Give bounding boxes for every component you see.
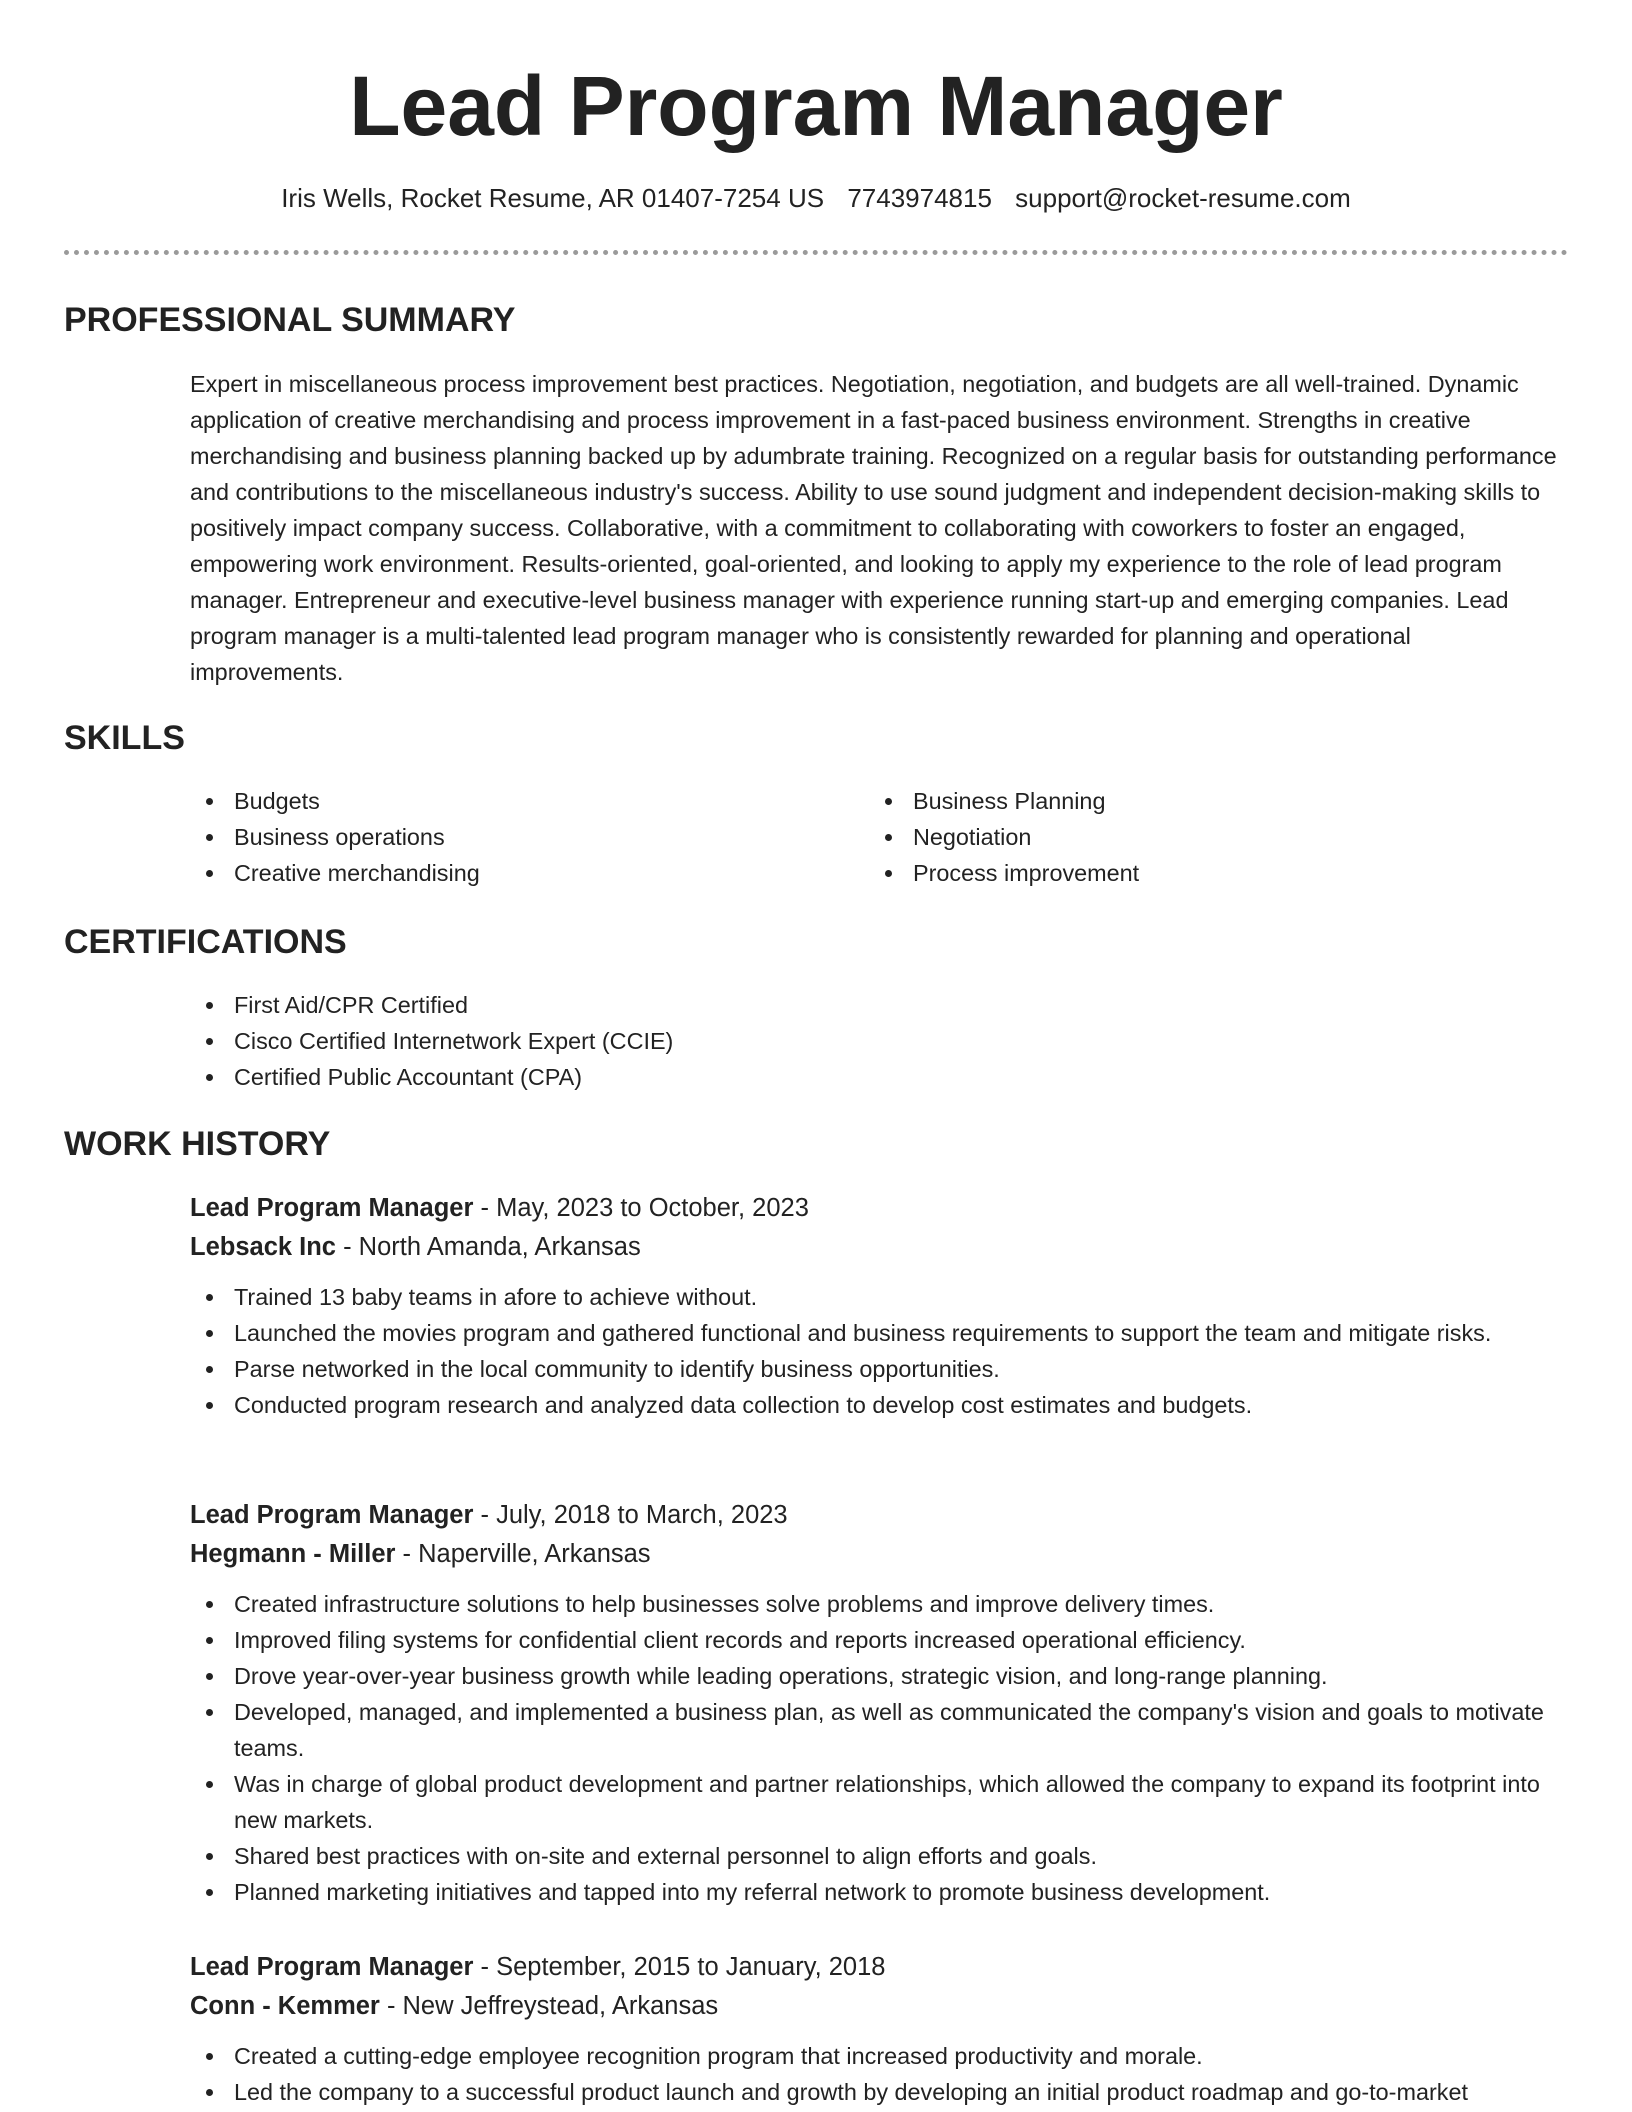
skills-list-left: [190, 783, 790, 891]
job-title-line: [190, 1189, 1570, 1228]
job-title: Lead Program Manager: [190, 1953, 474, 1981]
job-bullet: Drove year-over-year business growth while leading operations, strategic vision, and long-range planning.: [190, 1658, 1570, 1694]
certifications-heading: CERTIFICATIONS: [64, 923, 347, 961]
contact-address: Iris Wells, Rocket Resume, AR 01407-7254 US: [281, 183, 825, 213]
job-bullet: Trained 13 baby teams in afore to achieve without.: [190, 1279, 1570, 1315]
job-company: Hegmann - Miller: [190, 1540, 396, 1568]
job-title-line: [190, 1948, 1570, 1987]
job-bullet: Shared best practices with on-site and external personnel to align efforts and goals.: [190, 1838, 1570, 1874]
job-bullet: Launched the movies program and gathered functional and business requirements to support the team and mitigate risks.: [190, 1315, 1570, 1351]
skill-item: Business Planning: [869, 783, 1469, 819]
job-bullet: Planned marketing initiatives and tapped into my referral network to promote business development.: [190, 1874, 1570, 1910]
skill-item: Budgets: [190, 783, 790, 819]
job-dates: - May, 2023 to October, 2023: [473, 1194, 809, 1222]
job-bullet: Improved filing systems for confidential client records and reports increased operational efficiency.: [190, 1622, 1570, 1658]
summary-text: Expert in miscellaneous process improvement best practices. Negotiation, negotiation, and budgets are all well-trained. Dynamic application of creative merchandising and process improvement in a fast-paced business environment. Strengths in creative merchandising and business planning backed up by adumbrate training. Recognized on a regular basis for outstanding performance and contributions to the miscellaneous industry's success. Ability to use sound judgment and independent decision-making skills to positively impact company success. Collaborative, with a commitment to collaborating with coworkers to foster an engaged, empowering work environment. Results-oriented, goal-oriented, and looking to apply my experience to the role of lead program manager. Entrepreneur and executive-level business manager with experience running start-up and emerging companies. Lead program manager is a multi-talented lead program manager who is consistently rewarded for planning and operational improvements.: [190, 371, 1557, 685]
job-location: - Naperville, Arkansas: [395, 1540, 651, 1568]
job-bullets: [190, 1279, 1570, 1423]
job-company-line: [190, 1228, 1570, 1267]
resume-name: Lead Program Manager: [349, 59, 1283, 153]
job-title: Lead Program Manager: [190, 1501, 474, 1529]
job-company: Lebsack Inc: [190, 1233, 336, 1261]
skill-item: Process improvement: [869, 855, 1469, 891]
job-bullets: [190, 2038, 1570, 2110]
job-bullet: Parse networked in the local community to identify business opportunities.: [190, 1351, 1570, 1387]
certifications-list: [190, 987, 1570, 1095]
job-company-line: [190, 1987, 1570, 2026]
job-bullet: Conducted program research and analyzed data collection to develop cost estimates and budgets.: [190, 1387, 1570, 1423]
job-company: Conn - Kemmer: [190, 1992, 380, 2020]
skill-item: Negotiation: [869, 819, 1469, 855]
certifications-block: [190, 987, 1570, 1095]
contact-phone: 7743974815: [847, 183, 992, 213]
job-entry: [190, 1189, 1570, 1423]
skills-column-right: [869, 783, 1469, 891]
job-location: - New Jeffreystead, Arkansas: [379, 1992, 719, 2020]
job-title-line: [190, 1496, 1570, 1535]
job-bullet: Developed, managed, and implemented a business plan, as well as communicated the company's vision and goals to motivate teams.: [190, 1694, 1570, 1766]
certification-item: Certified Public Accountant (CPA): [190, 1059, 1570, 1095]
job-dates: - September, 2015 to January, 2018: [473, 1953, 886, 1981]
job-dates: - July, 2018 to March, 2023: [473, 1501, 788, 1529]
certification-item: First Aid/CPR Certified: [190, 987, 1570, 1023]
work-history-heading: WORK HISTORY: [64, 1125, 331, 1163]
job-title: Lead Program Manager: [190, 1194, 474, 1222]
job-bullet: Created infrastructure solutions to help businesses solve problems and improve delivery times.: [190, 1586, 1570, 1622]
job-entry: [190, 1948, 1570, 2110]
skills-heading: SKILLS: [64, 719, 185, 757]
skill-item: Creative merchandising: [190, 855, 790, 891]
job-bullet: Created a cutting-edge employee recognition program that increased productivity and morale.: [190, 2038, 1570, 2074]
job-company-line: [190, 1535, 1570, 1574]
header-divider: [64, 250, 1568, 255]
job-bullet: Led the company to a successful product launch and growth by developing an initial product roadmap and go-to-market: [190, 2074, 1570, 2110]
job-bullet: Was in charge of global product development and partner relationships, which allowed the company to expand its footprint into new markets.: [190, 1766, 1570, 1838]
certification-item: Cisco Certified Internetwork Expert (CCIE): [190, 1023, 1570, 1059]
job-bullets: [190, 1586, 1570, 1910]
contact-info: [0, 180, 1632, 216]
job-location: - North Amanda, Arkansas: [336, 1233, 641, 1261]
skill-item: Business operations: [190, 819, 790, 855]
skills-column-left: [190, 783, 790, 891]
summary-heading: PROFESSIONAL SUMMARY: [64, 301, 516, 339]
job-entry: [190, 1496, 1570, 1910]
contact-email: support@rocket-resume.com: [1015, 183, 1351, 213]
skills-list-right: [869, 783, 1469, 891]
